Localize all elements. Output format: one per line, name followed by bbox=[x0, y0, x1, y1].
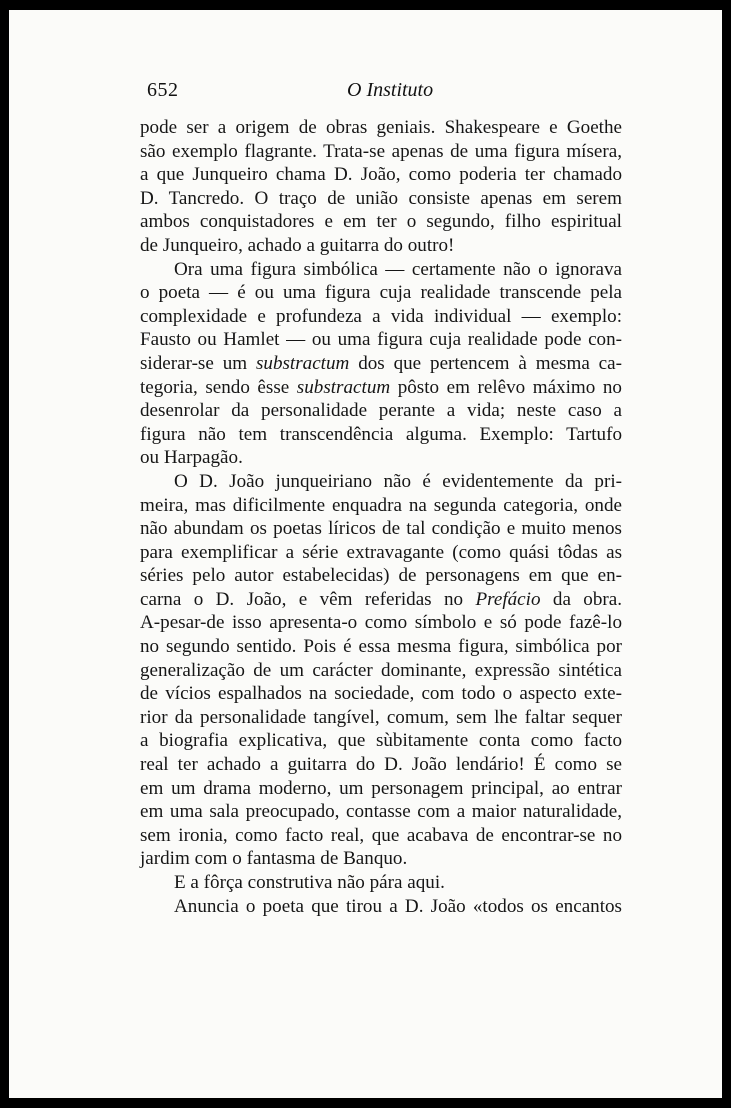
text-line: são exemplo flagrante. Trata-se apenas de uma figura mísera, bbox=[140, 140, 622, 162]
page-header bbox=[147, 73, 627, 103]
paragraph bbox=[140, 258, 622, 470]
text-line: real ter achado a guitarra do D. João lendário! É como se bbox=[140, 754, 622, 776]
text-line: E a fôrça construtiva não pára aqui. bbox=[174, 872, 445, 893]
text-fragment: dos que pertencem à mesma ca- bbox=[358, 352, 622, 374]
text-fragment: da obra. bbox=[552, 588, 623, 610]
text-line: para exemplificar a série extravagante (como quási tôdas as bbox=[140, 541, 622, 563]
text-line: não abundam os poetas líricos de tal condição e muito menos bbox=[140, 518, 622, 540]
text-line bbox=[140, 352, 622, 376]
running-title: O Instituto bbox=[347, 79, 434, 101]
text-line: de vícios espalhados na sociedade, com todo o aspecto exte- bbox=[140, 683, 622, 705]
italic-term: Prefácio bbox=[475, 588, 541, 610]
text-line: de Junqueiro, achado a guitarra do outro! bbox=[140, 234, 455, 256]
paragraph bbox=[140, 895, 622, 919]
text-line: figura não tem transcendência alguma. Exemplo: Tartufo bbox=[140, 423, 622, 445]
text-line: jardim com o fantasma de Banquo. bbox=[140, 848, 408, 870]
text-line: Ora uma figura simbólica — certamente não o ignorava bbox=[174, 258, 622, 280]
text-line: O D. João junqueiriano não é evidentemente da pri- bbox=[174, 470, 622, 492]
text-line: a biografia explicativa, que sùbitamente conta como facto bbox=[140, 730, 622, 752]
text-line: sem ironia, como facto real, que acabava de encontrar-se no bbox=[140, 824, 622, 846]
text-line: meira, mas dificilmente enquadra na segunda categoria, onde bbox=[140, 494, 622, 516]
text-line: no segundo sentido. Pois é essa mesma figura, simbólica por bbox=[140, 636, 622, 658]
text-fragment: siderar-se um bbox=[140, 352, 248, 374]
text-line: séries pelo autor estabelecidas) de personagens em que en- bbox=[140, 565, 622, 587]
text-line: Fausto ou Hamlet — ou uma figura cuja realidade pode con- bbox=[140, 329, 622, 351]
text-line: o poeta — é ou uma figura cuja realidade transcende pela bbox=[140, 282, 622, 304]
text-line: desenrolar da personalidade perante a vida; neste caso a bbox=[140, 400, 622, 422]
text-line: generalização de um carácter dominante, expressão sintética bbox=[140, 659, 622, 681]
text-line: A-pesar-de isso apresenta-o como símbolo e só pode fazê-lo bbox=[140, 612, 622, 634]
text-line: em uma sala preocupado, contasse com a maior naturalidade, bbox=[140, 801, 622, 823]
paragraph bbox=[140, 116, 622, 258]
text-line: pode ser a origem de obras geniais. Shakespeare e Goethe bbox=[140, 117, 622, 138]
italic-term: substractum bbox=[255, 352, 350, 374]
text-line: ou Harpagão. bbox=[140, 447, 243, 469]
text-line: Anuncia o poeta que tirou a D. João «todos os encantos bbox=[174, 895, 622, 917]
text-fragment: carna o D. João, e vêm referidas no bbox=[140, 588, 464, 610]
text-line bbox=[140, 376, 622, 400]
text-fragment: tegoria, sendo êsse bbox=[140, 376, 290, 398]
body-text bbox=[140, 116, 622, 918]
text-line bbox=[140, 588, 622, 612]
text-line: complexidade e profundeza a vida individual — exemplo: bbox=[140, 305, 622, 327]
page-number: 652 bbox=[147, 79, 179, 101]
text-line: a que Junqueiro chama D. João, como poderia ter chamado bbox=[140, 164, 622, 186]
text-fragment: pôsto em relêvo máximo no bbox=[397, 376, 622, 398]
paragraph bbox=[140, 871, 622, 895]
text-line: rior da personalidade tangível, comum, sem lhe faltar sequer bbox=[140, 706, 622, 728]
text-line: D. Tancredo. O traço de união consiste apenas em serem bbox=[140, 187, 622, 209]
italic-term: substractum bbox=[296, 376, 391, 398]
paragraph bbox=[140, 470, 622, 871]
text-line: em um drama moderno, um personagem principal, ao entrar bbox=[140, 777, 622, 799]
text-line: ambos conquistadores e em ter o segundo, filho espiritual bbox=[140, 211, 622, 233]
